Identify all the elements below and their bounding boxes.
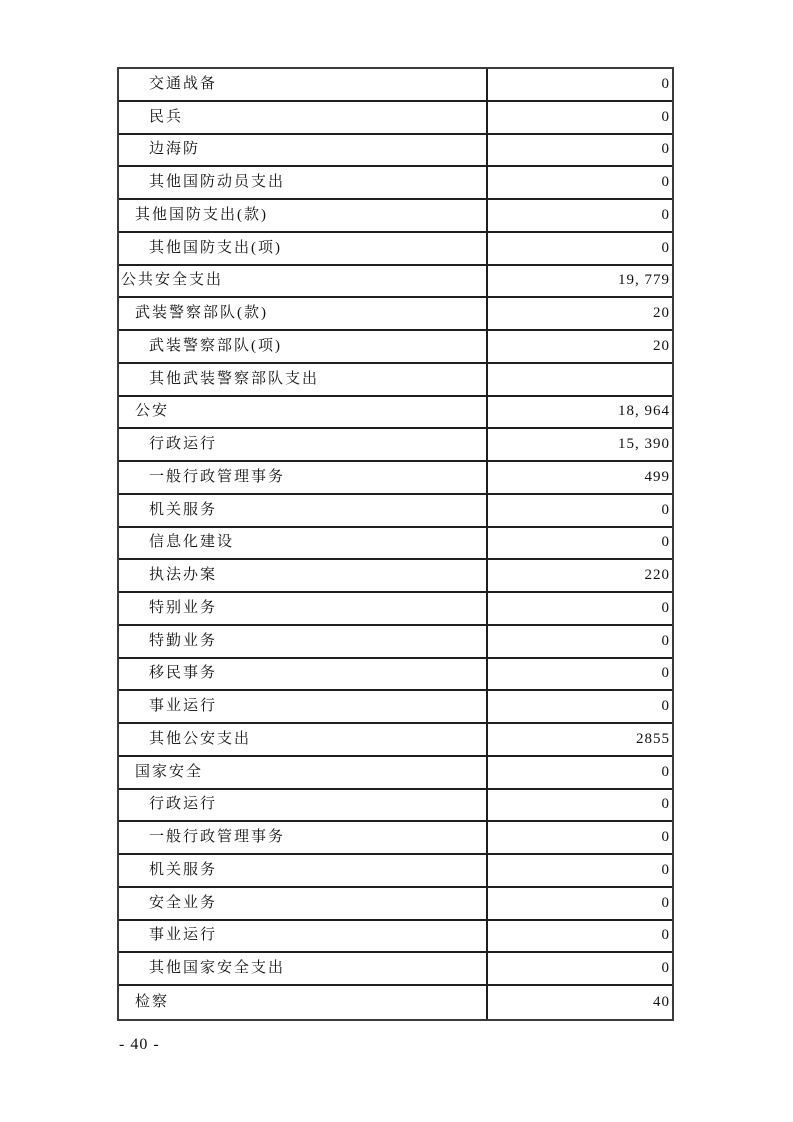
table-row (119, 495, 672, 528)
amount-value: 20 (653, 305, 670, 322)
expenditure-item-label: 其他国防支出(项) (119, 233, 488, 264)
expenditure-item-label: 机关服务 (119, 495, 488, 526)
table-row (119, 855, 672, 888)
expenditure-item-label: 机关服务 (119, 855, 488, 886)
table-row (119, 298, 672, 331)
amount-value: 0 (661, 927, 670, 944)
amount-value: 0 (661, 534, 670, 551)
expenditure-item-label: 特勤业务 (119, 626, 488, 657)
expenditure-item-label: 国家安全 (119, 757, 488, 788)
amount-value: 0 (661, 698, 670, 715)
expenditure-item-label: 其他国家安全支出 (119, 953, 488, 984)
amount-value: 0 (661, 141, 670, 158)
expenditure-item-label: 民兵 (119, 102, 488, 133)
table-row (119, 986, 672, 1019)
table-row (119, 266, 672, 299)
expenditure-item-label: 武装警察部队(项) (119, 331, 488, 362)
amount-value: 0 (661, 174, 670, 191)
expenditure-item-label: 公安 (119, 397, 488, 428)
expenditure-item-label: 执法办案 (119, 560, 488, 591)
table-row (119, 757, 672, 790)
amount-value: 0 (661, 75, 670, 92)
amount-value: 0 (661, 763, 670, 780)
amount-value: 0 (661, 206, 670, 223)
amount-value: 0 (661, 665, 670, 682)
expenditure-item-label: 武装警察部队(款) (119, 298, 488, 329)
table-row (119, 528, 672, 561)
table-row (119, 102, 672, 135)
table-row (119, 135, 672, 168)
table-row (119, 921, 672, 954)
amount-value: 2855 (636, 730, 670, 747)
expenditure-item-label: 其他公安支出 (119, 724, 488, 755)
amount-value: 0 (661, 501, 670, 518)
table-row (119, 462, 672, 495)
table-row (119, 233, 672, 266)
amount-value: 0 (661, 829, 670, 846)
amount-value: 0 (661, 960, 670, 977)
table-row (119, 69, 672, 102)
page-number: - 40 - (119, 1036, 160, 1053)
table-row (119, 397, 672, 430)
table-row (119, 822, 672, 855)
expenditure-item-label: 边海防 (119, 135, 488, 166)
amount-value: 0 (661, 599, 670, 616)
table-row (119, 691, 672, 724)
table-row (119, 724, 672, 757)
amount-value: 499 (644, 468, 670, 485)
amount-value: 0 (661, 861, 670, 878)
table-row (119, 200, 672, 233)
table-row (119, 626, 672, 659)
amount-value (488, 364, 672, 395)
expenditure-item-label: 安全业务 (119, 888, 488, 919)
expenditure-item-label: 事业运行 (119, 691, 488, 722)
amount-value: 0 (661, 239, 670, 256)
table-row (119, 331, 672, 364)
amount-value: 20 (653, 337, 670, 354)
table-row (119, 593, 672, 626)
table-row (119, 560, 672, 593)
expenditure-item-label: 事业运行 (119, 921, 488, 952)
expenditure-item-label: 特别业务 (119, 593, 488, 624)
amount-value: 19, 779 (618, 272, 670, 289)
table-row (119, 953, 672, 986)
expenditure-item-label: 其他国防动员支出 (119, 167, 488, 198)
amount-value: 220 (644, 567, 670, 584)
amount-value: 0 (661, 632, 670, 649)
expenditure-item-label: 行政运行 (119, 429, 488, 460)
table-row (119, 429, 672, 462)
amount-value: 15, 390 (618, 436, 670, 453)
expenditure-item-label: 其他国防支出(款) (119, 200, 488, 231)
expenditure-item-label: 公共安全支出 (119, 266, 488, 297)
expenditure-item-label: 检察 (119, 986, 488, 1019)
table-row (119, 888, 672, 921)
table-row (119, 364, 672, 397)
expenditure-item-label: 一般行政管理事务 (119, 822, 488, 853)
expenditure-item-label: 交通战备 (119, 69, 488, 100)
table-row (119, 659, 672, 692)
table-row (119, 790, 672, 823)
amount-value: 18, 964 (618, 403, 670, 420)
budget-expenditure-table (117, 67, 674, 1021)
amount-value: 0 (661, 108, 670, 125)
expenditure-item-label: 移民事务 (119, 659, 488, 690)
amount-value: 40 (653, 993, 670, 1010)
expenditure-item-label: 信息化建设 (119, 528, 488, 559)
expenditure-item-label: 其他武装警察部队支出 (119, 364, 488, 395)
expenditure-item-label: 行政运行 (119, 790, 488, 821)
amount-value: 0 (661, 796, 670, 813)
expenditure-item-label: 一般行政管理事务 (119, 462, 488, 493)
amount-value: 0 (661, 894, 670, 911)
table-row (119, 167, 672, 200)
